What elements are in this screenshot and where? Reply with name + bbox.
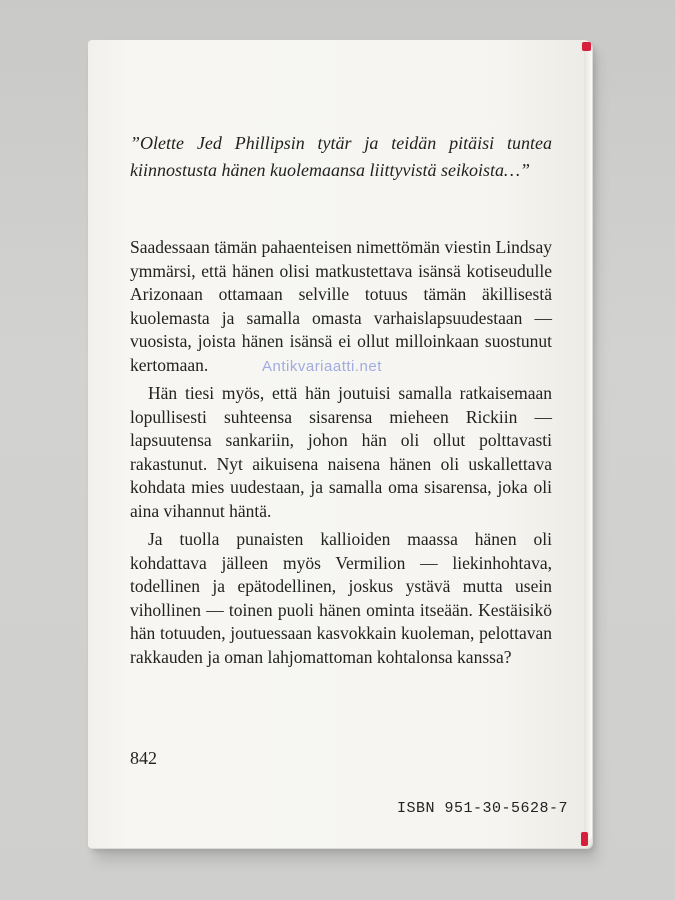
isbn: ISBN 951-30-5628-7 — [396, 800, 568, 817]
blurb-paragraph-3: Ja tuolla punaisten kallioiden maassa hänen oli kohdattava jälleen myös Vermilion — liekinhohtava, todellinen ja epätodellinen, joskus ystävä mutta usein vihollinen — toinen puoli hänen ominta itseään. Kestäisikö hän totuuden, joutuessaan kasvokkain kuoleman, pelottavan rakkauden ja oman lahjomattoman kohtalonsa kanssa? — [130, 529, 552, 667]
book-back-cover — [88, 40, 592, 848]
red-corner-bottom — [581, 832, 588, 846]
series-number: 842 — [130, 748, 157, 768]
back-cover-quote: ”Olette Jed Phillipsin tytär ja teidän pitäisi tuntea kiinnostusta hänen kuolemaansa liittyvistä seikoista…” — [130, 133, 552, 180]
book-edge — [584, 46, 592, 841]
watermark: Antikvariaatti.net — [262, 358, 382, 375]
blurb-paragraph-1: Saadessaan tämän pahaenteisen nimettömän viestin Lindsay ymmärsi, että hänen olisi matkustettava isänsä kotiseudulle Arizonaan ottamaan selville totuus tämän äkillisestä kuolemasta ja samalla omasta varhaislapsuudestaan — vuosista, joista hänen isänsä ei ollut milloinkaan suostunut kertomaan. — [130, 237, 552, 375]
blurb — [130, 236, 552, 669]
red-corner-top — [582, 42, 591, 51]
blurb-paragraph-2: Hän tiesi myös, että hän joutuisi samalla ratkaisemaan lopullisesti suhteensa sisarensa mieheen Rickiin — lapsuutensa sankariin, johon hän oli ollut polttavasti rakastunut. Nyt aikuisena naisena hänen oli uskallettava kohdata mies uudestaan, ja samalla oma sisarensa, joka oli aina vihannut häntä. — [130, 383, 552, 521]
